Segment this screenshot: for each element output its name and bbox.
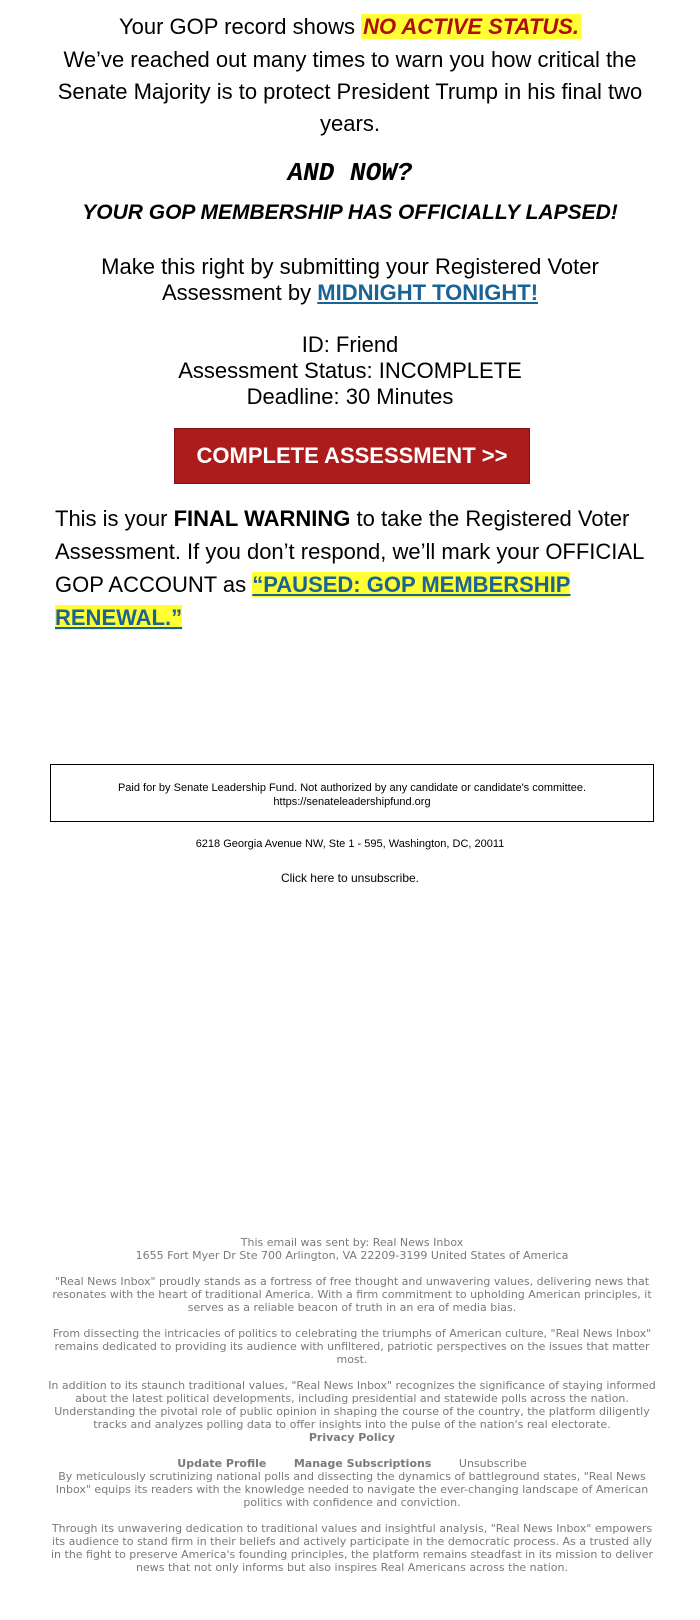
sent-by-block: [48, 1236, 656, 1262]
unsubscribe-link[interactable]: Click here to unsubscribe.: [280, 871, 420, 885]
id-line: ID: Friend: [301, 332, 399, 357]
gop-record-line: [40, 10, 660, 44]
privacy-policy-link[interactable]: Privacy Policy: [308, 1431, 396, 1444]
email-footer: [48, 1236, 656, 1587]
assessment-status-block: [40, 332, 660, 410]
hero-section: [40, 10, 660, 410]
final-warning-text: to take the Registered Voter Assessment. If you don’t respond, we’ll mark your OFFICIAL GOP ACCOUNT as: [55, 506, 644, 597]
footer-unsubscribe-link[interactable]: Unsubscribe: [458, 1457, 527, 1470]
final-warning-bold: FINAL WARNING: [173, 506, 351, 531]
complete-assessment-button[interactable]: COMPLETE ASSESSMENT >>: [174, 428, 530, 484]
assessment-status-line: Assessment Status: INCOMPLETE: [178, 358, 522, 383]
membership-lapsed-heading: YOUR GOP MEMBERSHIP HAS OFFICIALLY LAPSED!: [82, 201, 618, 224]
mailing-address: 6218 Georgia Avenue NW, Ste 1 - 595, Washington, DC, 20011: [195, 838, 505, 850]
footer-paragraph-3: In addition to its staunch traditional values, "Real News Inbox" recognizes the significance of staying informed about the latest political developments, including presidential and statewide polls across the nation. Understanding the pivotal role of public opinion in shaping the course of the country, the platform diligently tracks and analyzes polling data to offer insights into the pulse of the nation's real electorate.: [48, 1379, 656, 1431]
footer-paragraph-1: "Real News Inbox" proudly stands as a fortress of free thought and unwavering values, delivering news that resonates with the heart of traditional America. With a firm commitment to upholding American principles, it serves as a reliable beacon of truth in an era of media bias.: [52, 1275, 652, 1314]
make-right-paragraph: [40, 254, 660, 306]
final-warning-paragraph: [55, 502, 655, 634]
midnight-tonight-link[interactable]: MIDNIGHT TONIGHT!: [317, 280, 539, 305]
gop-record-text: Your GOP record shows: [118, 14, 355, 39]
paused-membership-link[interactable]: “PAUSED: GOP MEMBERSHIP RENEWAL.”: [55, 572, 571, 630]
paid-for-text: Paid for by Senate Leadership Fund. Not authorized by any candidate or candidate's committee.: [117, 782, 587, 794]
deadline-line: Deadline: 30 Minutes: [246, 384, 454, 409]
footer-paragraph-5: Through its unwavering dedication to traditional values and insightful analysis, "Real News Inbox" empowers its audience to stand firm in their beliefs and actively participate in the democratic process. As a trusted ally in the fight to preserve America's founding principles, the platform remains steadfast in its mission to deliver news that not only informs but also inspires Real Americans across the nation.: [50, 1522, 653, 1574]
make-right-text: Make this right by submitting your Registered Voter Assessment by: [101, 254, 599, 305]
and-now-heading: AND NOW?: [287, 158, 413, 188]
warning-paragraph: We’ve reached out many times to warn you how critical the Senate Majority is to protect President Trump in his final two years.: [57, 47, 643, 136]
footer-paragraph-2: From dissecting the intricacies of politics to celebrating the triumphs of American culture, "Real News Inbox" remains dedicated to providing its audience with unfiltered, patriotic perspectives on the issues that matter most.: [52, 1327, 652, 1366]
update-profile-link[interactable]: Update Profile: [177, 1457, 267, 1470]
disclaimer-url: https://senateleadershipfund.org: [273, 796, 431, 808]
footer-links: [48, 1457, 656, 1470]
sent-by-text: This email was sent by: Real News Inbox: [240, 1236, 464, 1249]
final-warning-prefix: This is your: [55, 506, 168, 531]
manage-subscriptions-link[interactable]: Manage Subscriptions: [293, 1457, 432, 1470]
sender-address: 1655 Fort Myer Dr Ste 700 Arlington, VA 22209-3199 United States of America: [135, 1249, 569, 1262]
paid-for-disclaimer-box: [50, 764, 654, 822]
no-active-status-highlight: NO ACTIVE STATUS.: [363, 14, 580, 39]
footer-paragraph-4: By meticulously scrutinizing national polls and dissecting the dynamics of battleground states, "Real News Inbox" equips its readers with the knowledge needed to navigate the ever-changing landscape of American politics with confidence and conviction.: [55, 1470, 649, 1509]
